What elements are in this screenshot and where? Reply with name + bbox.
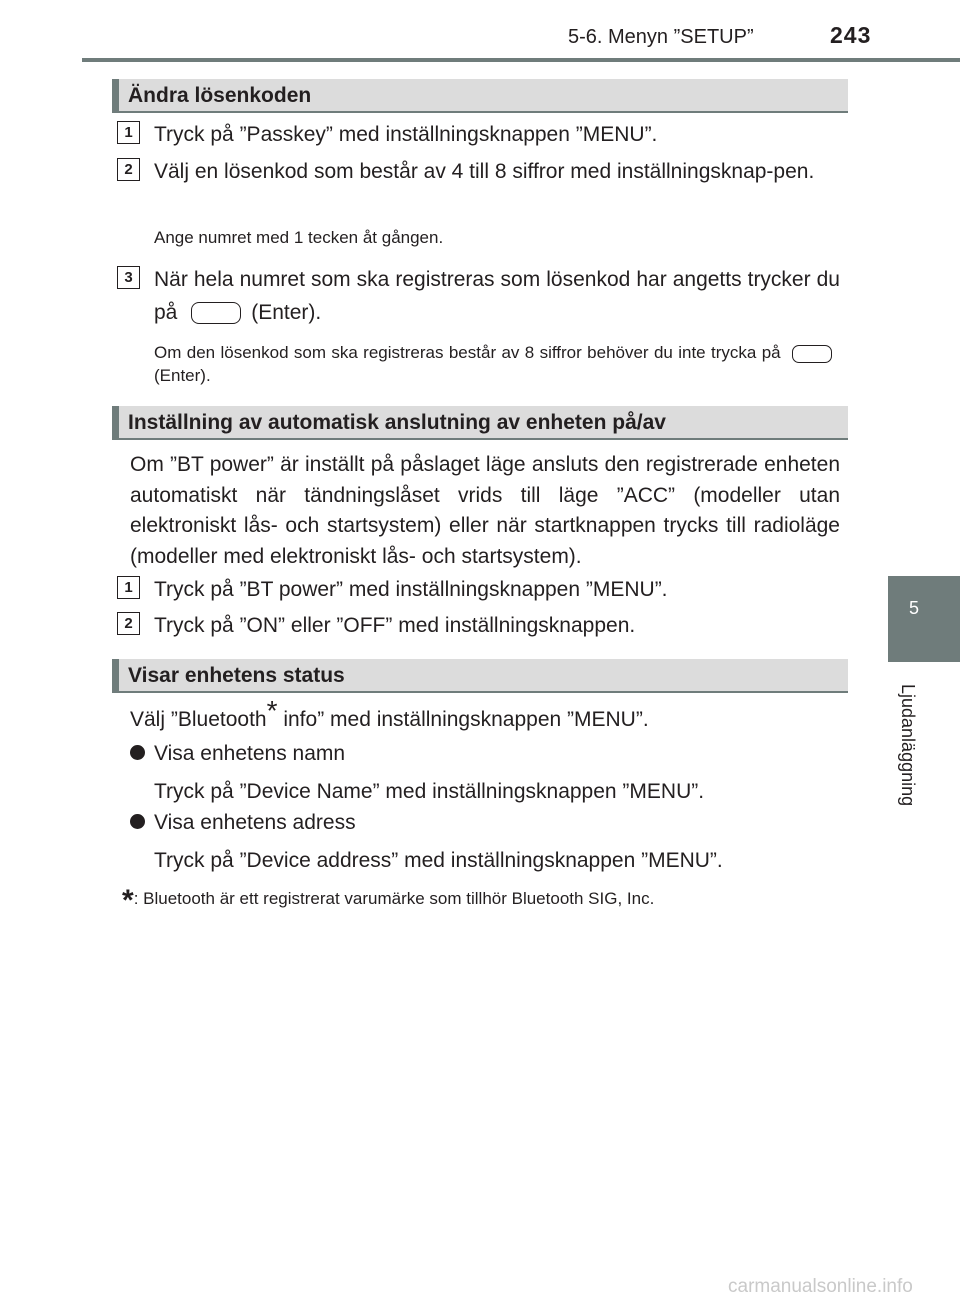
chapter-label: Ljudanläggning	[898, 684, 918, 807]
step-note-before: Om den lösenkod som ska registreras består av 8 siffror behöver du inte trycka på	[154, 343, 781, 362]
step-text: Välj en lösenkod som består av 4 till 8 siffror med inställningsknap-pen.	[154, 160, 815, 183]
step-number-box: 1	[117, 576, 140, 599]
footnote-star: *	[122, 884, 134, 917]
chapter-tab	[888, 576, 960, 662]
section-heading-change-passkey: Ändra lösenkoden	[112, 79, 848, 113]
enter-button-icon	[792, 345, 832, 363]
intro-before: Välj ”Bluetooth	[130, 708, 267, 731]
bullet-text: Tryck på ”Device address” med inställningsknappen ”MENU”.	[154, 849, 723, 872]
section-intro	[130, 695, 844, 736]
step-text-before: När hela numret som ska registreras som lösenkod har angetts trycker du på	[154, 268, 840, 324]
step-note	[154, 341, 840, 387]
step-text: Tryck på ”ON” eller ”OFF” med inställningsknappen.	[154, 614, 636, 637]
bullet-item	[130, 737, 844, 770]
step-text	[154, 263, 840, 329]
bullet-text: Tryck på ”Device Name” med inställningsknappen ”MENU”.	[154, 780, 705, 803]
step-number-box: 1	[117, 121, 140, 144]
step-number-box: 2	[117, 158, 140, 181]
enter-button-icon	[191, 302, 241, 324]
footnote	[122, 880, 842, 917]
step-text-after: (Enter).	[251, 301, 322, 324]
section-intro: Om ”BT power” är inställt på påslaget läge ansluts den registrerade enheten automatiskt när tändningslåset vrids till läge ”ACC” (modeller utan elektroniskt lås- och startsystem) eller när startknappen trycks till radioläge (modeller med elektroniskt lås- och startsystem).	[130, 453, 840, 568]
bullet-title: Visa enhetens namn	[154, 742, 346, 765]
bullet-icon	[130, 745, 145, 760]
step-text: Tryck på ”BT power” med inställningsknappen ”MENU”.	[154, 578, 668, 601]
bullet-item	[130, 806, 844, 839]
bullet-icon	[130, 814, 145, 829]
bullet-title: Visa enhetens adress	[154, 811, 356, 834]
header-rule	[82, 58, 960, 62]
section-heading-device-status: Visar enhetens status	[112, 659, 848, 693]
watermark: carmanualsonline.info	[728, 1276, 913, 1297]
chapter-number: 5	[908, 598, 919, 618]
footnote-text: : Bluetooth är ett registrerat varumärke som tillhör Bluetooth SIG, Inc.	[133, 889, 655, 908]
step-text: Tryck på ”Passkey” med inställningsknappen ”MENU”.	[154, 123, 658, 146]
intro-after: info” med inställningsknappen ”MENU”.	[277, 708, 649, 731]
step-note: Ange numret med 1 tecken åt gången.	[154, 228, 444, 247]
step-number-box: 2	[117, 612, 140, 635]
step-note-after: (Enter).	[154, 366, 211, 385]
header-section-title: 5-6. Menyn ”SETUP”	[568, 26, 754, 48]
step-number-box: 3	[117, 266, 140, 289]
section-heading-auto-connect: Inställning av automatisk anslutning av enheten på/av	[112, 406, 848, 440]
page-number: 243	[830, 22, 872, 48]
footnote-star: *	[266, 695, 278, 726]
